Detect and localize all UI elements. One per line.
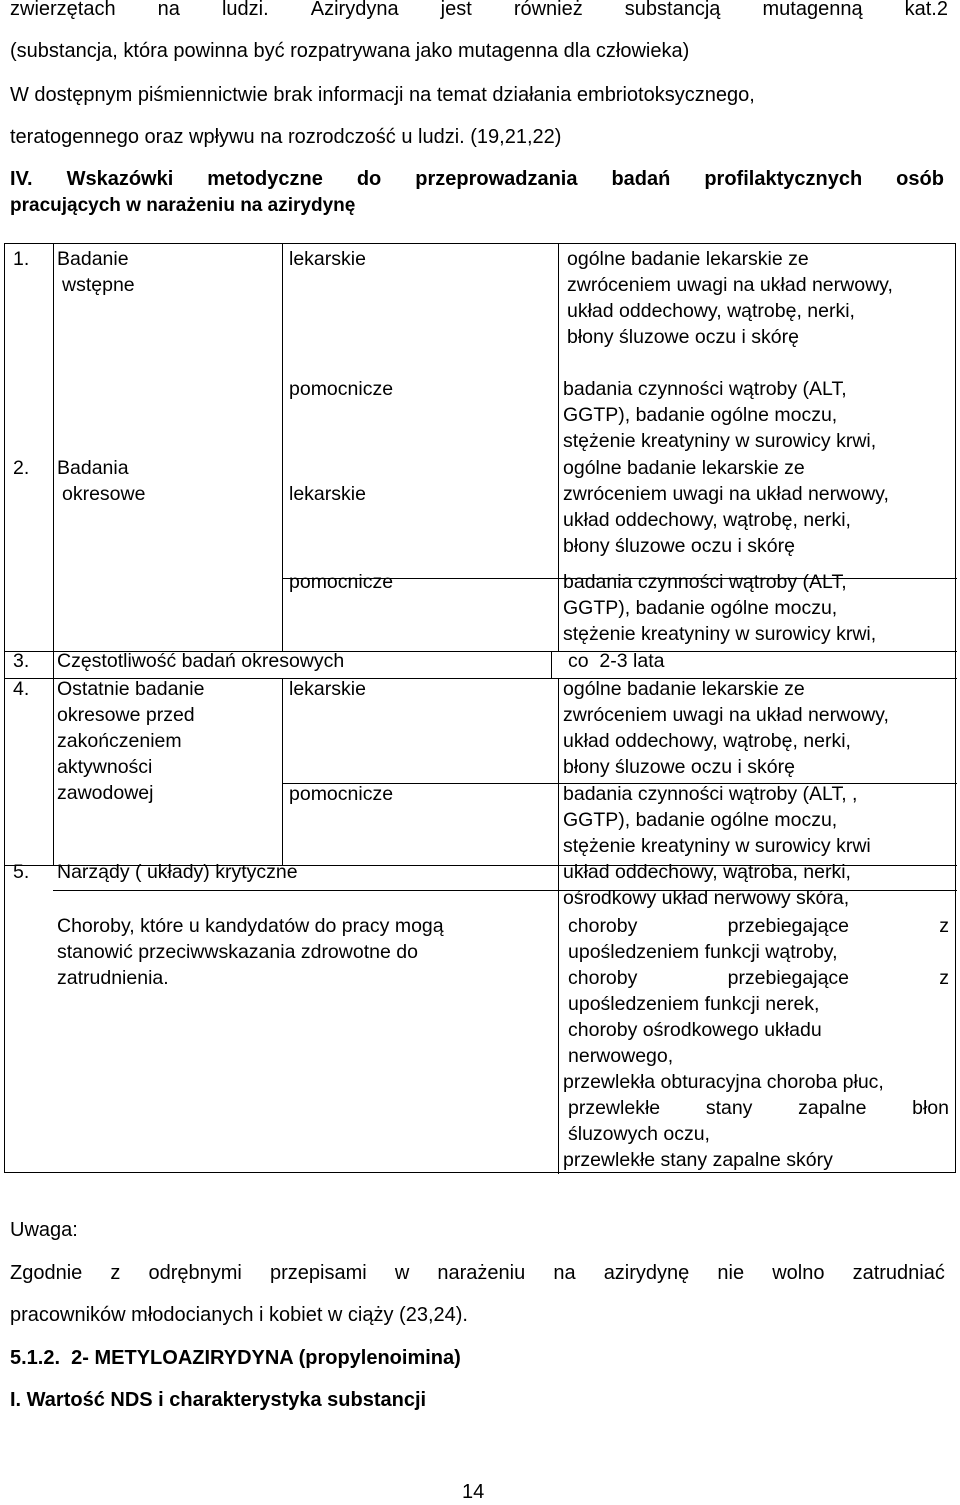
- desc-line: układ oddechowy, wątrobę, nerki,: [567, 300, 855, 322]
- desc-line: nerwowego,: [568, 1045, 674, 1067]
- word: zwierzętach: [10, 0, 116, 20]
- desc-line: zwróceniem uwagi na układ nerwowy,: [567, 274, 893, 296]
- col-divider: [558, 244, 559, 651]
- label-line: zawodowej: [57, 782, 154, 804]
- word: z: [939, 967, 949, 989]
- intro-line-4: teratogennego oraz wpływu na rozrodczość u ludzi. (19,21,22): [10, 126, 562, 148]
- row6-description: [563, 913, 949, 1173]
- word: metodyczne: [207, 168, 323, 190]
- col-divider: [282, 678, 283, 865]
- label-line: stanowić przeciwwskazania zdrowotne do: [57, 941, 418, 963]
- row2-type: lekarskie: [289, 483, 366, 505]
- word: stany: [705, 1097, 753, 1119]
- word: substancją: [624, 0, 721, 20]
- intro-line-1: [10, 0, 948, 21]
- desc-line: [563, 913, 949, 939]
- row4-description: [563, 676, 889, 780]
- row2-description: [563, 455, 889, 559]
- row1b-description: [563, 376, 876, 454]
- word: na: [157, 0, 180, 20]
- row1b-type: pomocnicze: [289, 378, 394, 400]
- word: przeprowadzania: [415, 168, 578, 190]
- label-line: zatrudnienia.: [57, 967, 169, 989]
- word: przebiegające: [727, 915, 850, 937]
- label-line: Ostatnie badanie: [57, 678, 205, 700]
- label-line: aktywności: [57, 756, 153, 778]
- word: zatrudniać: [852, 1262, 945, 1284]
- desc-line: [563, 965, 949, 991]
- col-divider: [53, 244, 54, 651]
- label-line: Badania: [57, 457, 129, 479]
- desc-line: stężenie kreatyniny w surowicy krwi,: [563, 430, 877, 452]
- row2b-description: [563, 569, 876, 647]
- desc-line: śluzowych oczu,: [568, 1123, 710, 1145]
- word: na: [553, 1262, 576, 1284]
- word: przepisami: [270, 1262, 367, 1284]
- desc-line: zwróceniem uwagi na układ nerwowy,: [563, 704, 889, 726]
- desc-line: przewlekłe stany zapalne skóry: [563, 1149, 833, 1171]
- row5-label: Narządy ( układy) krytyczne: [57, 861, 298, 883]
- page-number: 14: [462, 1481, 485, 1503]
- word: z: [939, 915, 949, 937]
- desc-line: badania czynności wątroby (ALT,: [563, 378, 847, 400]
- word: wolno: [772, 1262, 825, 1284]
- desc-line: błony śluzowe oczu i skórę: [567, 326, 799, 348]
- desc-line: [563, 1095, 949, 1121]
- word: azirydynę: [603, 1262, 690, 1284]
- word: przebiegające: [727, 967, 850, 989]
- label-line: zakończeniem: [57, 730, 182, 752]
- note-line-2: pracowników młodocianych i kobiet w ciąży (23,24).: [10, 1304, 468, 1326]
- desc-line: GGTP), badanie ogólne moczu,: [563, 404, 838, 426]
- row2-number: 2.: [13, 457, 30, 479]
- word: z: [110, 1262, 121, 1284]
- desc-line: upośledzeniem funkcji nerek,: [568, 993, 820, 1015]
- section-heading-line-1: [10, 168, 944, 191]
- intro-line-3: W dostępnym piśmiennictwie brak informacji na temat działania embriotoksycznego,: [10, 84, 755, 106]
- row1-label: [57, 246, 135, 298]
- word: ludzi.: [221, 0, 269, 20]
- desc-line: stężenie kreatyniny w surowicy krwi,: [563, 623, 877, 645]
- desc-line: zwróceniem uwagi na układ nerwowy,: [563, 483, 889, 505]
- desc-line: badania czynności wątroby (ALT,: [563, 571, 847, 593]
- note-line-1: [10, 1262, 945, 1285]
- row1-description: [567, 246, 893, 350]
- word: choroby: [568, 915, 638, 937]
- label-line: Choroby, które u kandydatów do pracy mogą: [57, 915, 444, 937]
- row2b-type: pomocnicze: [289, 571, 394, 593]
- word: do: [356, 168, 382, 190]
- row3-value: co 2-3 lata: [568, 650, 665, 672]
- label-line: okresowe przed: [57, 704, 195, 726]
- word: jest: [440, 0, 472, 20]
- row4b-type: pomocnicze: [289, 783, 394, 805]
- word: błon: [912, 1097, 949, 1119]
- desc-line: błony śluzowe oczu i skórę: [563, 535, 795, 557]
- desc-line: ogólne badanie lekarskie ze: [567, 248, 809, 270]
- section-heading-line-2: pracujących w narażeniu na azirydynę: [10, 195, 356, 216]
- desc-line: stężenie kreatyniny w surowicy krwi: [563, 835, 871, 857]
- desc-line: ogólne badanie lekarskie ze: [563, 678, 805, 700]
- row1-number: 1.: [13, 248, 30, 270]
- word: Wskazówki: [66, 168, 174, 190]
- word: profilaktycznych: [704, 168, 863, 190]
- word: IV.: [10, 168, 33, 190]
- word: również: [513, 0, 583, 20]
- desc-line: układ oddechowy, wątrobę, nerki,: [563, 509, 851, 531]
- col-divider: [53, 678, 54, 865]
- row4b-description: [563, 781, 871, 859]
- col-divider: [551, 651, 552, 678]
- desc-line: ośrodkowy układ nerwowy skóra,: [563, 887, 850, 909]
- desc-line: upośledzeniem funkcji wątroby,: [568, 941, 838, 963]
- row1-type: lekarskie: [289, 248, 366, 270]
- row6-label: [57, 913, 444, 991]
- word: zapalne: [798, 1097, 867, 1119]
- word: badań: [611, 168, 671, 190]
- word: choroby: [568, 967, 638, 989]
- desc-line: GGTP), badanie ogólne moczu,: [563, 809, 838, 831]
- desc-line: choroby ośrodkowego układu: [568, 1019, 822, 1041]
- col-divider: [558, 678, 559, 865]
- col-divider: [282, 244, 283, 651]
- label-line: okresowe: [62, 483, 146, 505]
- desc-line: układ oddechowy, wątrobę, nerki,: [563, 730, 851, 752]
- row3-number: 3.: [13, 650, 30, 672]
- word: w: [394, 1262, 410, 1284]
- row5-number: 5.: [13, 861, 30, 883]
- col-divider: [53, 651, 54, 678]
- word: narażeniu: [437, 1262, 526, 1284]
- word: nie: [717, 1262, 745, 1284]
- subsection-heading: I. Wartość NDS i charakterystyka substancji: [10, 1389, 427, 1411]
- row4-type: lekarskie: [289, 678, 366, 700]
- label-line: wstępne: [62, 274, 135, 296]
- row4-number: 4.: [13, 678, 30, 700]
- desc-line: przewlekła obturacyjna choroba płuc,: [563, 1071, 884, 1093]
- desc-line: badania czynności wątroby (ALT, ,: [563, 783, 858, 805]
- desc-line: układ oddechowy, wątroba, nerki,: [563, 861, 851, 883]
- note-label: Uwaga:: [10, 1219, 78, 1241]
- desc-line: błony śluzowe oczu i skórę: [563, 756, 795, 778]
- word: przewlekłe: [568, 1097, 661, 1119]
- row4-label: [57, 676, 204, 806]
- word: Azirydyna: [310, 0, 399, 20]
- word: osób: [896, 168, 944, 190]
- desc-line: ogólne badanie lekarskie ze: [563, 457, 805, 479]
- word: Zgodnie: [10, 1262, 83, 1284]
- intro-line-2: (substancja, która powinna być rozpatrywana jako mutagenna dla człowieka): [10, 40, 690, 62]
- row2-label: [57, 455, 145, 507]
- label-line: Badanie: [57, 248, 129, 270]
- word: kat.2: [904, 0, 948, 20]
- word: odrębnymi: [148, 1262, 242, 1284]
- row5-description: [563, 859, 851, 911]
- substance-heading: 5.1.2. 2- METYLOAZIRYDYNA (propylenoimina): [10, 1347, 461, 1369]
- word: mutagenną: [762, 0, 863, 20]
- col-divider: [558, 865, 559, 1174]
- row3-label: Częstotliwość badań okresowych: [57, 650, 345, 672]
- desc-line: GGTP), badanie ogólne moczu,: [563, 597, 838, 619]
